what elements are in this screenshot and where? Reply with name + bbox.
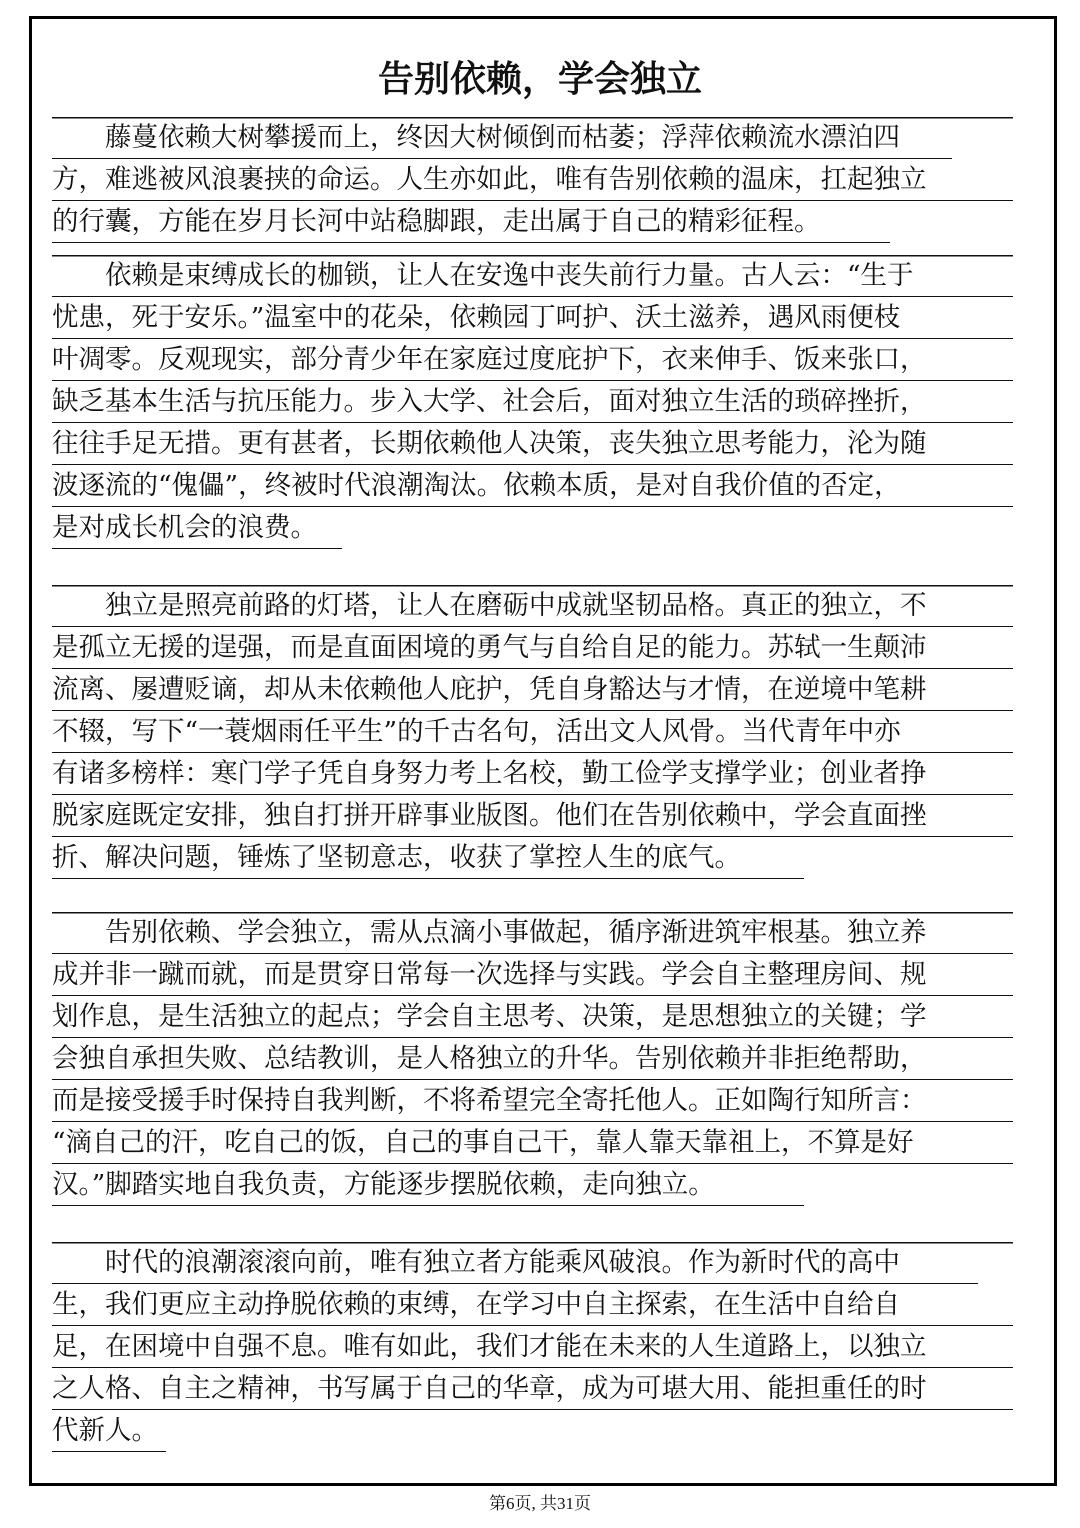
paragraph-line: 有诸多榜样：寒门学子凭自身努力考上名校，勤工俭学支撑学业；创业者挣 <box>52 753 1013 795</box>
paragraph-line: 划作息，是生活独立的起点；学会自主思考、决策，是思想独立的关键；学 <box>52 996 1013 1038</box>
paragraph-line: 代新人。 <box>52 1410 166 1452</box>
paragraph-line: 汉。”脚踏实地自我负责，方能逐步摆脱依赖，走向独立。 <box>52 1164 804 1206</box>
paragraph-line: 叶凋零。反观现实，部分青少年在家庭过度庇护下，衣来伸手、饭来张口， <box>52 339 1013 381</box>
paragraph-line: 生，我们更应主动挣脱依赖的束缚，在学习中自主探索，在生活中自给自 <box>52 1284 1013 1326</box>
paragraph-line: 缺乏基本生活与抗压能力。步入大学、社会后，面对独立生活的琐碎挫折， <box>52 381 1013 423</box>
paragraph-line: 是对成长机会的浪费。 <box>52 507 342 549</box>
paragraph-line: 藤蔓依赖大树攀援而上，终因大树倾倒而枯萎；浮萍依赖流水漂泊四 <box>52 117 952 159</box>
paragraph-line: 方，难逃被风浪裹挟的命运。人生亦如此，唯有告别依赖的温床，扛起独立 <box>52 159 1013 201</box>
paragraph-line: 是孤立无援的逞强，而是直面困境的勇气与自给自足的能力。苏轼一生颠沛 <box>52 627 1013 669</box>
paragraph-line: 会独自承担失败、总结教训，是人格独立的升华。告别依赖并非拒绝帮助， <box>52 1038 1013 1080</box>
paragraph-5 <box>52 1242 1013 1452</box>
paragraph-line: 成并非一蹴而就，而是贯穿日常每一次选择与实践。学会自主整理房间、规 <box>52 954 1013 996</box>
paragraph-line: 流离、屡遭贬谪，却从未依赖他人庇护，凭自身豁达与才情，在逆境中笔耕 <box>52 669 1013 711</box>
paragraph-line: 之人格、自主之精神，书写属于自己的华章，成为可堪大用、能担重任的时 <box>52 1368 1013 1410</box>
paragraph-line: 依赖是束缚成长的枷锁，让人在安逸中丧失前行力量。古人云：“生于 <box>52 255 1013 297</box>
paragraph-line: 脱家庭既定安排，独自打拼开辟事业版图。他们在告别依赖中，学会直面挫 <box>52 795 1013 837</box>
essay-title: 告别依赖，学会独立 <box>377 59 702 100</box>
paragraph-1 <box>52 117 1013 243</box>
paragraph-line: 足，在困境中自强不息。唯有如此，我们才能在未来的人生道路上，以独立 <box>52 1326 1013 1368</box>
paragraph-line: 告别依赖、学会独立，需从点滴小事做起，循序渐进筑牢根基。独立养 <box>52 912 1013 954</box>
page-number: 第6页, 共31页 <box>489 1494 591 1513</box>
paragraph-line: 忧患，死于安乐。”温室中的花朵，依赖园丁呵护、沃土滋养，遇风雨便枝 <box>52 297 1013 339</box>
paragraph-line: 往往手足无措。更有甚者，长期依赖他人决策，丧失独立思考能力，沦为随 <box>52 423 1013 465</box>
paragraph-line: 不辍，写下“一蓑烟雨任平生”的千古名句，活出文人风骨。当代青年中亦 <box>52 711 1013 753</box>
paragraph-line: 的行囊，方能在岁月长河中站稳脚跟，走出属于自己的精彩征程。 <box>52 201 890 243</box>
paragraph-4 <box>52 912 1013 1206</box>
paragraph-line: 而是接受援手时保持自我判断，不将希望完全寄托他人。正如陶行知所言： <box>52 1080 1013 1122</box>
paragraph-line: 独立是照亮前路的灯塔，让人在磨砺中成就坚韧品格。真正的独立，不 <box>52 585 1013 627</box>
paragraph-line: “滴自己的汗，吃自己的饭，自己的事自己干，靠人靠天靠祖上，不算是好 <box>52 1122 1013 1164</box>
paragraph-3 <box>52 585 1013 879</box>
paragraph-line: 波逐流的“傀儡”，终被时代浪潮淘汰。依赖本质，是对自我价值的否定， <box>52 465 1013 507</box>
paragraph-line: 时代的浪潮滚滚向前，唯有独立者方能乘风破浪。作为新时代的高中 <box>52 1242 978 1284</box>
paragraph-2 <box>52 255 1013 549</box>
paragraph-line: 折、解决问题，锤炼了坚韧意志，收获了掌控人生的底气。 <box>52 837 804 879</box>
